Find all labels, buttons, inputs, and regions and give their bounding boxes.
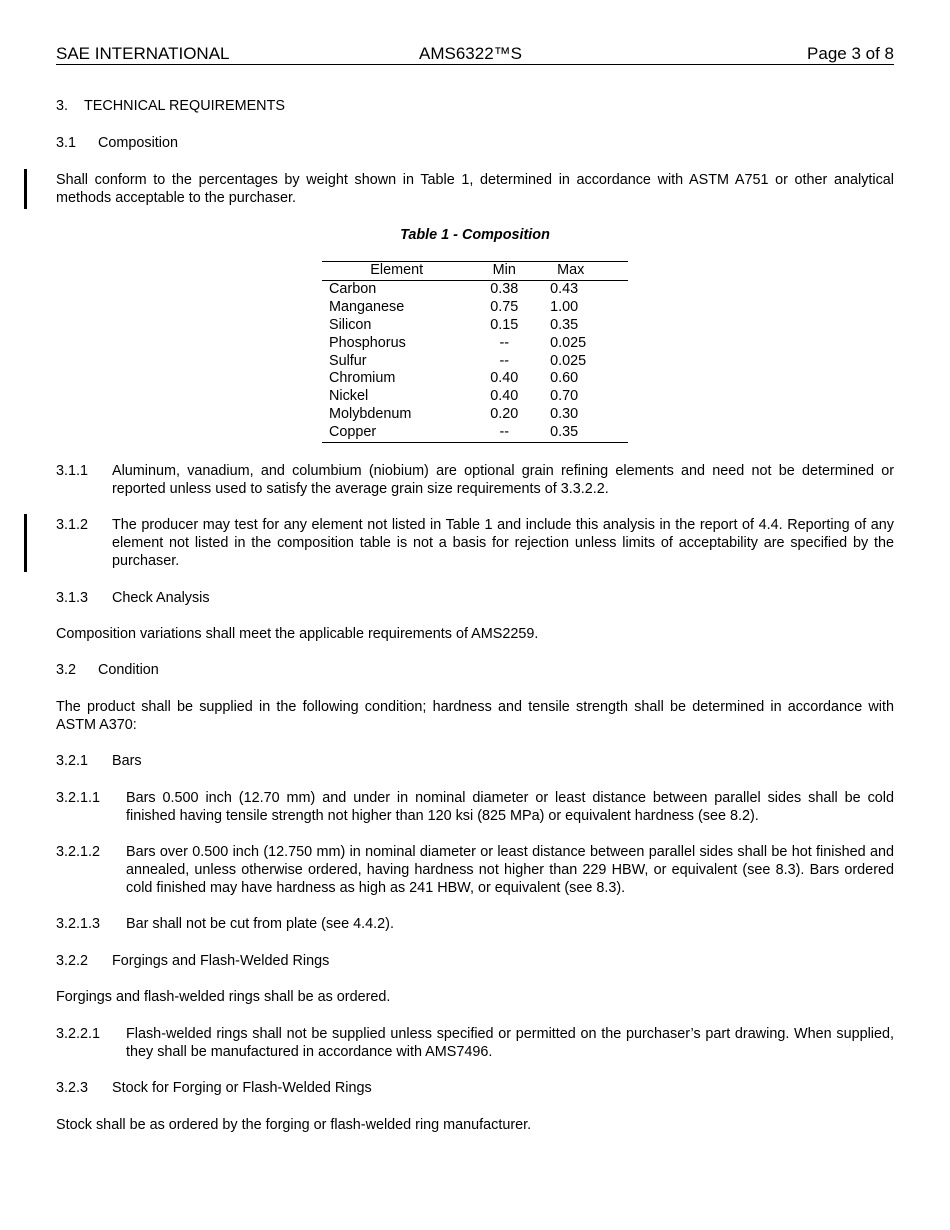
column-header-max: Max — [537, 262, 628, 281]
max-cell: 1.00 — [550, 298, 579, 315]
max-cell: 0.70 — [550, 388, 579, 405]
change-bar — [24, 169, 27, 209]
section-3-1-1-text: Aluminum, vanadium, and columbium (niobium) are optional grain refining elements and need not be determined or reported unless used to satisfy the average grain size requirements of 3.3.2.2. — [112, 463, 894, 497]
element-cell: Nickel — [329, 388, 369, 405]
section-title: Condition — [98, 662, 159, 678]
min-cell: 0.75 — [490, 298, 519, 315]
section-number: 3.1.3 — [56, 590, 89, 606]
table-header-row — [322, 262, 628, 281]
min-cell: 0.40 — [490, 370, 519, 387]
table-row — [322, 299, 628, 317]
page-header — [56, 44, 894, 65]
min-cell: -- — [471, 424, 537, 442]
element-cell: Molybdenum — [329, 406, 412, 423]
table-row — [322, 388, 628, 406]
max-cell: 0.60 — [550, 370, 579, 387]
section-3-2-2-1-text: Flash-welded rings shall not be supplied unless specified or permitted on the purchaser’s part drawing. When supplied, they shall be manufactured in accordance with AMS7496. — [126, 1026, 894, 1060]
column-header-element: Element — [322, 262, 471, 281]
section-title: TECHNICAL REQUIREMENTS — [84, 98, 285, 114]
table-row — [322, 353, 628, 371]
element-cell: Phosphorus — [329, 334, 406, 351]
table-row — [322, 424, 628, 442]
table-caption: Table 1 - Composition — [400, 227, 550, 243]
section-3-2-1-2-text: Bars over 0.500 inch (12.750 mm) in nominal diameter or least distance between parallel sides shall be hot finished and annealed, unless otherwise ordered, having hardness not higher than 229 HBW, or equivalent (see 8.3). Bars ordered cold finished may have hardness as high as 241 HBW, or equivalent (see 8.3). — [126, 844, 894, 896]
section-3-2-2-text: Forgings and flash-welded rings shall be as ordered. — [56, 989, 391, 1005]
section-number: 3.1.2 — [56, 517, 89, 533]
min-cell: 0.38 — [490, 280, 519, 297]
table-row — [322, 335, 628, 353]
section-3-2-3-text: Stock shall be as ordered by the forging or flash-welded ring manufacturer. — [56, 1117, 532, 1133]
section-number: 3.1 — [56, 135, 77, 151]
table-row — [322, 317, 628, 335]
element-cell: Silicon — [329, 316, 372, 333]
element-cell: Manganese — [329, 298, 405, 315]
min-cell: 0.20 — [490, 406, 519, 423]
section-title: Bars — [112, 753, 142, 769]
section-title: Check Analysis — [112, 590, 210, 606]
min-cell: 0.40 — [490, 388, 519, 405]
max-cell: 0.43 — [550, 280, 579, 297]
composition-table — [322, 261, 628, 443]
element-cell: Chromium — [329, 370, 396, 387]
section-3-1-3-text: Composition variations shall meet the applicable requirements of AMS2259. — [56, 626, 539, 642]
max-cell: 0.35 — [550, 316, 579, 333]
section-number: 3.2.1.1 — [56, 790, 101, 806]
element-cell: Copper — [322, 424, 471, 442]
section-3-2-1-1-text: Bars 0.500 inch (12.70 mm) and under in nominal diameter or least distance between parallel sides shall be cold finished having tensile strength not higher than 120 ksi (825 MPa) or equivalent hardness (see 8.2). — [126, 790, 894, 824]
element-cell: Carbon — [329, 280, 377, 297]
max-cell: 0.35 — [537, 424, 628, 442]
section-3-2-1-3-text: Bar shall not be cut from plate (see 4.4.2). — [126, 916, 394, 932]
section-number: 3. — [56, 98, 69, 114]
section-number: 3.2.3 — [56, 1080, 89, 1096]
column-header-min: Min — [471, 262, 537, 281]
section-number: 3.2.2.1 — [56, 1026, 101, 1042]
section-number: 3.1.1 — [56, 463, 89, 479]
section-title: Forgings and Flash-Welded Rings — [112, 953, 330, 969]
section-3-2-text: The product shall be supplied in the following condition; hardness and tensile strength shall be determined in accordance with ASTM A370: — [56, 699, 894, 733]
table-row — [322, 406, 628, 424]
header-page-number: Page 3 of 8 — [807, 44, 894, 63]
section-number: 3.2 — [56, 662, 77, 678]
section-number: 3.2.1.3 — [56, 916, 101, 932]
section-3-1-text: Shall conform to the percentages by weight shown in Table 1, determined in accordance with ASTM A751 or other analytical methods acceptable to the purchaser. — [56, 172, 894, 206]
min-cell: 0.15 — [490, 316, 519, 333]
header-organization: SAE INTERNATIONAL — [56, 44, 230, 63]
section-title: Stock for Forging or Flash-Welded Rings — [112, 1080, 372, 1096]
table-row — [322, 280, 628, 298]
element-cell: Sulfur — [329, 352, 367, 369]
section-title: Composition — [98, 135, 178, 151]
change-bar — [24, 514, 27, 572]
min-cell: -- — [499, 352, 510, 369]
header-document-number: AMS6322™S — [419, 44, 522, 63]
min-cell: -- — [499, 334, 510, 351]
max-cell: 0.30 — [550, 406, 579, 423]
max-cell: 0.025 — [550, 334, 587, 351]
max-cell: 0.025 — [550, 352, 587, 369]
table-row — [322, 370, 628, 388]
section-number: 3.2.2 — [56, 953, 89, 969]
section-3-1-2-text: The producer may test for any element not listed in Table 1 and include this analysis in the report of 4.4. Reporting of any element not listed in the composition table is not a basis for rejection unless limits of acceptability are specified by the purchaser. — [112, 517, 894, 569]
section-number: 3.2.1.2 — [56, 844, 101, 860]
section-number: 3.2.1 — [56, 753, 89, 769]
